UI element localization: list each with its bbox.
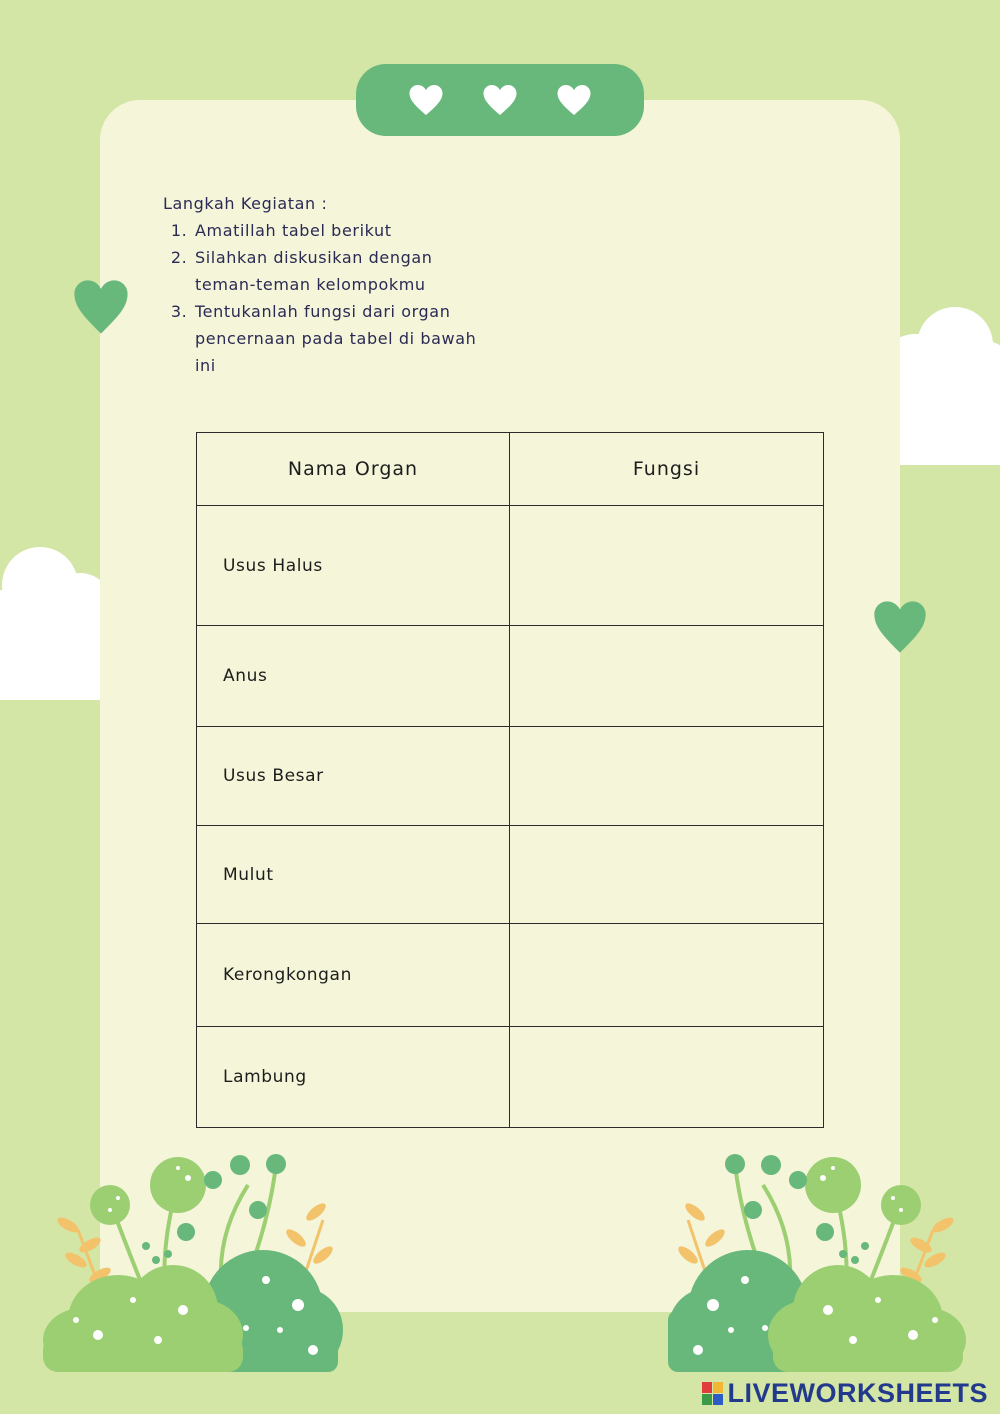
column-header-fungsi: Fungsi [510, 433, 824, 506]
heart-icon [872, 596, 928, 658]
organ-name-cell: Anus [197, 626, 510, 727]
heart-icon [72, 276, 130, 338]
instruction-step: 3. Tentukanlah fungsi dari organ pencernaan pada tabel di bawah ini [193, 298, 483, 379]
organ-name-cell: Usus Halus [197, 506, 510, 626]
bush-plant-right [663, 1150, 968, 1372]
table-row [197, 1027, 824, 1128]
liveworksheets-brand[interactable] [702, 1378, 988, 1408]
table-row [197, 626, 824, 727]
fungsi-answer-cell[interactable] [510, 727, 824, 826]
column-header-organ: Nama Organ [197, 433, 510, 506]
liveworksheets-logo-icon [702, 1382, 723, 1405]
fungsi-answer-cell[interactable] [510, 626, 824, 727]
fungsi-answer-cell[interactable] [510, 506, 824, 626]
table-row [197, 506, 824, 626]
organ-name-cell: Mulut [197, 826, 510, 924]
table-row [197, 924, 824, 1027]
table-row [197, 727, 824, 826]
bush-plant-left [38, 1150, 348, 1372]
header-ribbon [356, 64, 644, 136]
heart-icon [482, 83, 518, 117]
activity-instructions [163, 190, 483, 379]
organ-function-table [196, 432, 824, 1128]
fungsi-answer-cell[interactable] [510, 1027, 824, 1128]
fungsi-answer-cell[interactable] [510, 826, 824, 924]
heart-icon [556, 83, 592, 117]
organ-name-cell: Usus Besar [197, 727, 510, 826]
fungsi-answer-cell[interactable] [510, 924, 824, 1027]
instructions-heading: Langkah Kegiatan : [163, 194, 328, 213]
table-header-row [197, 433, 824, 506]
organ-name-cell: Lambung [197, 1027, 510, 1128]
cloud-left-decoration [0, 540, 110, 710]
brand-name: LIVEWORKSHEETS [727, 1377, 988, 1408]
heart-icon [408, 83, 444, 117]
instructions-list [163, 217, 483, 379]
instruction-step: 1. Amatillah tabel berikut [193, 217, 483, 244]
table-row [197, 826, 824, 924]
instruction-step: 2. Silahkan diskusikan dengan teman-teman kelompokmu [193, 244, 483, 298]
organ-name-cell: Kerongkongan [197, 924, 510, 1027]
